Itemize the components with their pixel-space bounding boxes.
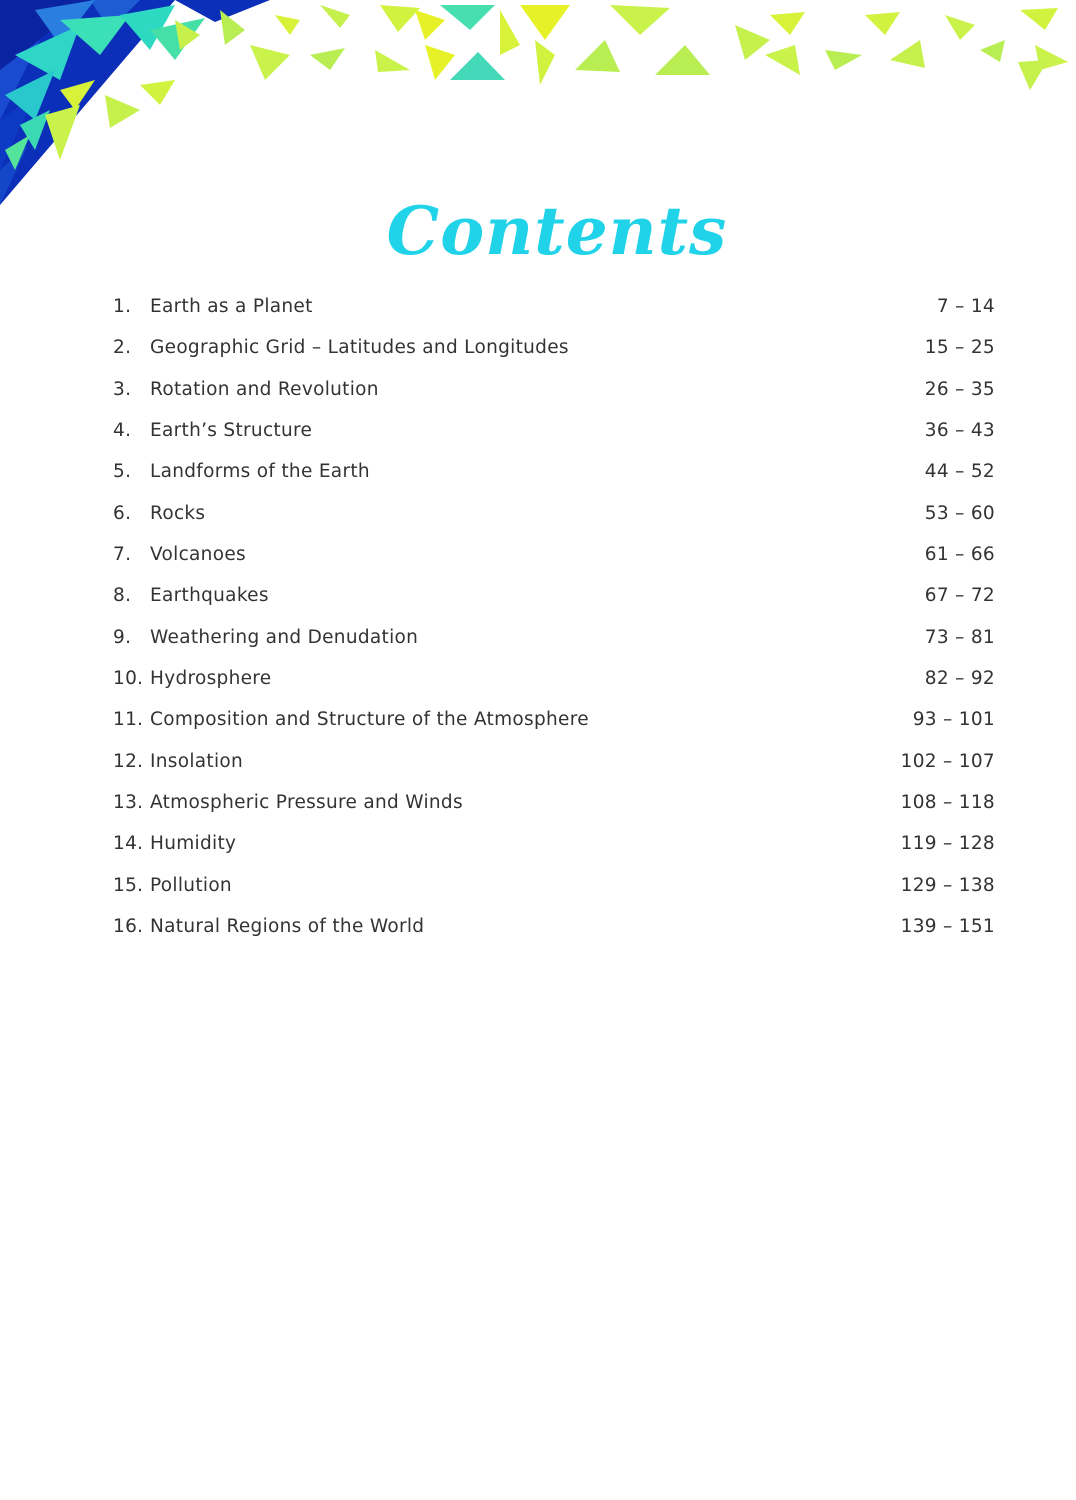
toc-entry[interactable] — [113, 741, 995, 782]
chapter-number: 16. — [113, 916, 144, 938]
corner-triangle — [770, 12, 805, 35]
corner-triangle — [450, 52, 505, 80]
toc-entry[interactable] — [113, 534, 995, 575]
toc-entry[interactable] — [113, 617, 995, 658]
page-range: 7 – 14 — [936, 296, 995, 318]
corner-triangle — [425, 45, 455, 80]
chapter-number: 1. — [113, 296, 132, 318]
corner-triangle — [1018, 60, 1048, 90]
toc-entry[interactable] — [113, 493, 995, 534]
corner-triangle — [320, 5, 350, 28]
corner-triangle — [105, 95, 140, 128]
page-range: 102 – 107 — [900, 750, 995, 772]
chapter-number: 7. — [113, 544, 132, 566]
corner-triangle — [275, 15, 300, 35]
chapter-title: Weathering and Denudation — [150, 626, 419, 648]
page-range: 108 – 118 — [900, 792, 995, 814]
corner-triangle — [610, 5, 670, 35]
page-range: 82 – 92 — [924, 668, 995, 690]
chapter-title: Atmospheric Pressure and Winds — [150, 792, 463, 814]
chapter-number: 9. — [113, 626, 132, 648]
corner-triangle — [575, 40, 620, 72]
chapter-title: Geographic Grid – Latitudes and Longitudes — [150, 337, 569, 359]
triangle-pattern-decoration — [0, 0, 1076, 215]
corner-triangle — [1020, 8, 1058, 30]
corner-triangle — [520, 5, 570, 40]
toc-entry[interactable] — [113, 865, 995, 906]
chapter-title: Hydrosphere — [150, 668, 272, 690]
chapter-title: Landforms of the Earth — [150, 461, 370, 483]
chapter-title: Rotation and Revolution — [150, 378, 379, 400]
chapter-title: Rocks — [150, 502, 206, 524]
chapter-number: 2. — [113, 337, 132, 359]
toc-entry[interactable] — [113, 327, 995, 368]
corner-triangle — [250, 45, 290, 80]
toc-entry[interactable] — [113, 410, 995, 451]
chapter-title: Insolation — [150, 750, 244, 772]
table-of-contents — [113, 286, 995, 947]
corner-triangle — [765, 45, 800, 75]
page-range: 36 – 43 — [924, 420, 995, 442]
toc-entry[interactable] — [113, 369, 995, 410]
chapter-number: 12. — [113, 750, 144, 772]
chapter-title: Earthquakes — [150, 585, 269, 607]
chapter-title: Composition and Structure of the Atmosphere — [150, 709, 589, 731]
page-range: 73 – 81 — [924, 626, 995, 648]
toc-entry[interactable] — [113, 451, 995, 492]
corner-triangle — [375, 50, 410, 72]
chapter-number: 10. — [113, 668, 144, 690]
corner-triangle — [825, 50, 862, 70]
chapter-title: Earth as a Planet — [150, 296, 313, 318]
corner-triangle — [890, 40, 925, 68]
page-range: 44 – 52 — [924, 461, 995, 483]
toc-entry[interactable] — [113, 658, 995, 699]
corner-triangle — [440, 5, 495, 30]
corner-triangle — [500, 10, 520, 55]
page-range: 119 – 128 — [900, 833, 995, 855]
chapter-title: Pollution — [150, 874, 232, 896]
corner-triangle — [220, 10, 245, 45]
chapter-number: 4. — [113, 420, 132, 442]
corner-triangle — [310, 48, 345, 70]
corner-triangle — [535, 40, 555, 85]
toc-entry[interactable] — [113, 823, 995, 864]
toc-entry[interactable] — [113, 699, 995, 740]
toc-entry[interactable] — [113, 782, 995, 823]
toc-entry[interactable] — [113, 286, 995, 327]
chapter-title: Earth’s Structure — [150, 420, 313, 442]
chapter-number: 6. — [113, 502, 132, 524]
page-range: 53 – 60 — [924, 502, 995, 524]
chapter-number: 5. — [113, 461, 132, 483]
toc-entry[interactable] — [113, 575, 995, 616]
chapter-number: 15. — [113, 874, 144, 896]
page-range: 26 – 35 — [924, 378, 995, 400]
corner-triangle — [140, 80, 175, 105]
chapter-title: Humidity — [150, 833, 237, 855]
page-range: 139 – 151 — [900, 916, 995, 938]
chapter-number: 14. — [113, 833, 144, 855]
page-range: 67 – 72 — [924, 585, 995, 607]
chapter-title: Natural Regions of the World — [150, 916, 425, 938]
chapter-number: 13. — [113, 792, 144, 814]
page-range: 93 – 101 — [912, 709, 995, 731]
corner-triangle — [655, 45, 710, 75]
page-range: 129 – 138 — [900, 874, 995, 896]
chapter-number: 3. — [113, 378, 132, 400]
page-title: Contents — [386, 192, 728, 270]
corner-triangle — [980, 40, 1005, 62]
corner-triangle — [735, 25, 770, 60]
corner-triangle — [865, 12, 900, 35]
chapter-title: Volcanoes — [150, 544, 246, 566]
corner-triangle — [380, 5, 420, 32]
page-range: 61 – 66 — [924, 544, 995, 566]
page-range: 15 – 25 — [924, 337, 995, 359]
corner-triangle — [945, 15, 975, 40]
toc-entry[interactable] — [113, 906, 995, 947]
corner-triangle — [415, 10, 445, 40]
chapter-number: 11. — [113, 709, 144, 731]
chapter-number: 8. — [113, 585, 132, 607]
